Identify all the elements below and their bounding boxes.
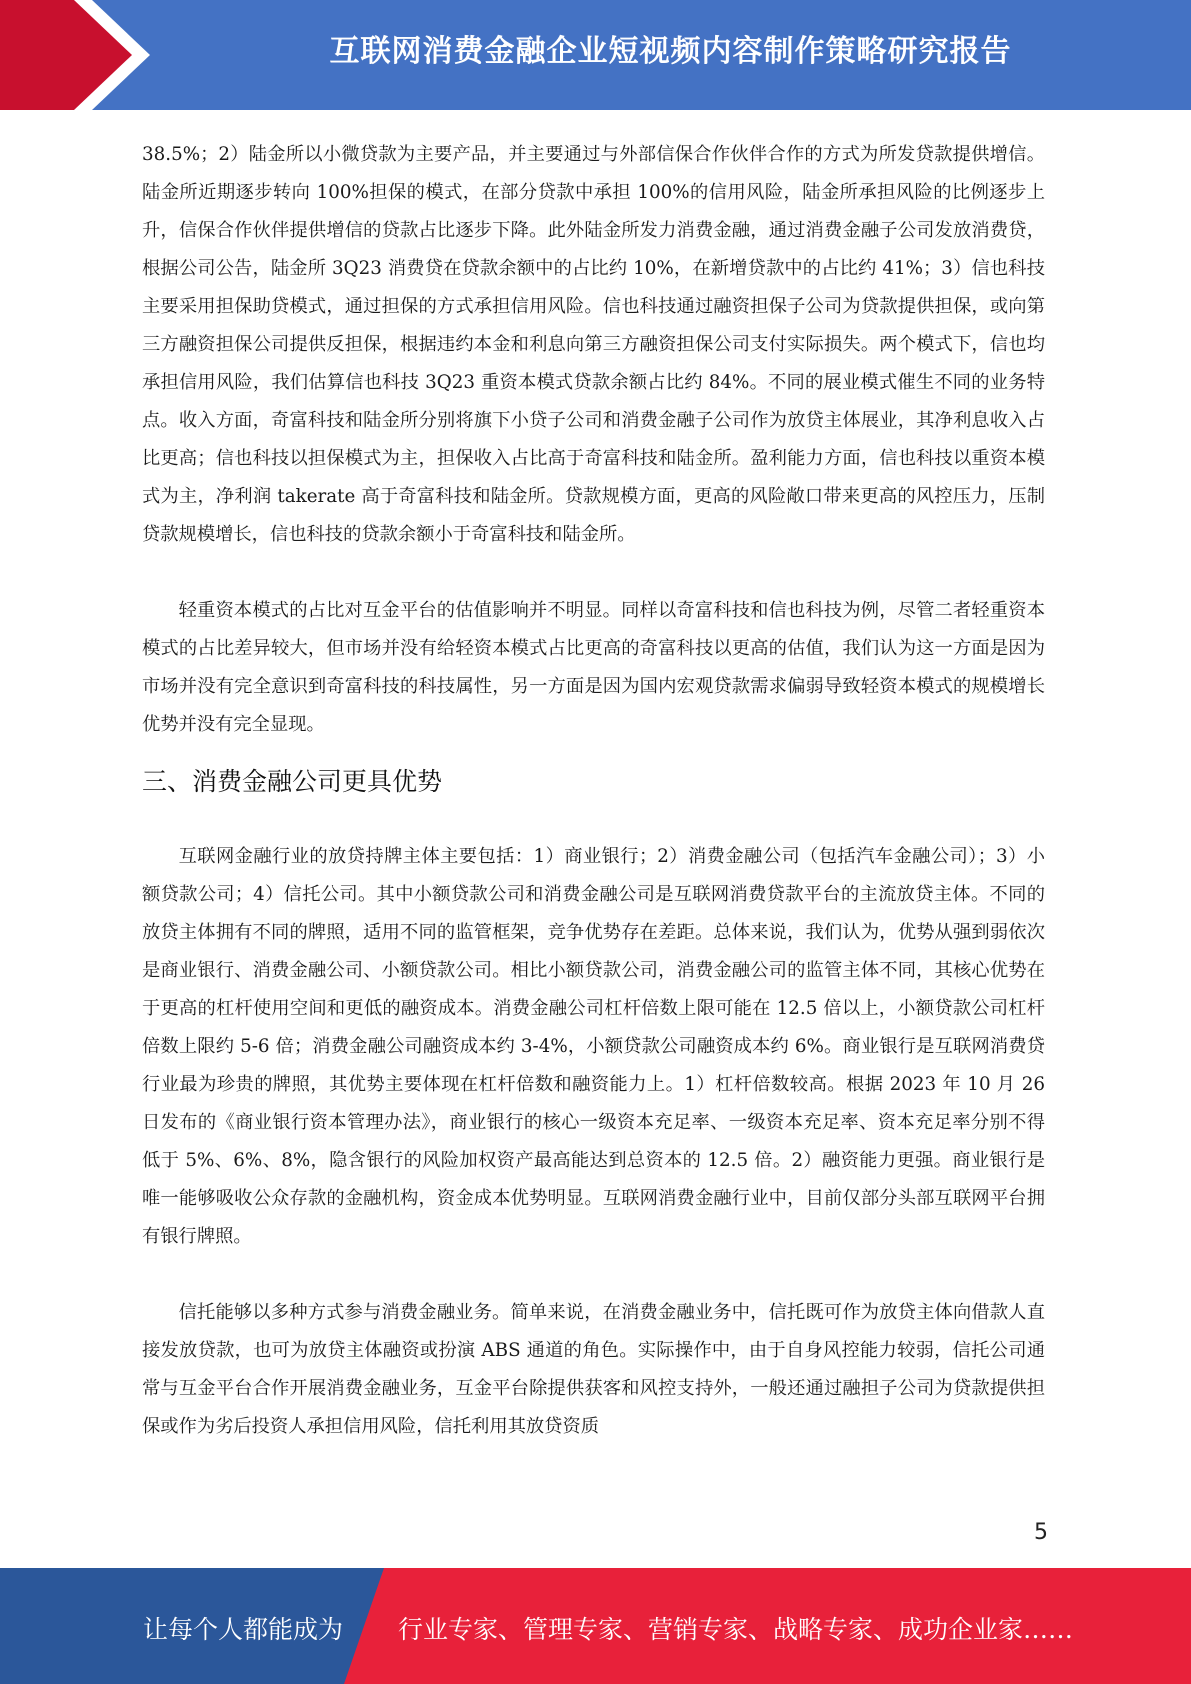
footer-slogan-right: 行业专家、管理专家、营销专家、战略专家、成功企业家……	[398, 1615, 1074, 1644]
page-header	[0, 0, 1191, 110]
body-paragraph: 38.5%；2）陆金所以小微贷款为主要产品，并主要通过与外部信保合作伙伴合作的方式为所发贷款提供增信。陆金所近期逐步转向 100%担保的模式，在部分贷款中承担 100%的信用风险，陆金所承担风险的比例逐步上升，信保合作伙伴提供增信的贷款占比逐步下降。此外陆金所发力消费金融，通过消费金融子公司发放消费贷，根据公司公告，陆金所 3Q23 消费贷在贷款余额中的占比约 10%，在新增贷款中的占比约 41%；3）信也科技主要采用担保助贷模式，通过担保的方式承担信用风险。信也科技通过融资担保子公司为贷款提供担保，或向第三方融资担保公司提供反担保，根据违约本金和利息向第三方融资担保公司支付实际损失。两个模式下，信也均承担信用风险，我们估算信也科技 3Q23 重资本模式贷款余额占比约 84%。不同的展业模式催生不同的业务特点。收入方面，奇富科技和陆金所分别将旗下小贷子公司和消费金融子公司作为放贷主体展业，其净利息收入占比更高；信也科技以担保模式为主，担保收入占比高于奇富科技和陆金所。盈利能力方面，信也科技以重资本模式为主，净利润 takerate 高于奇富科技和陆金所。贷款规模方面，更高的风险敞口带来更高的风控压力，压制贷款规模增长，信也科技的贷款余额小于奇富科技和陆金所。	[142, 144, 1045, 545]
section-heading: 三、消费金融公司更具优势	[142, 767, 443, 796]
report-title: 互联网消费金融企业短视频内容制作策略研究报告	[329, 34, 1012, 69]
main-content	[142, 136, 1045, 1446]
body-paragraph: 互联网金融行业的放贷持牌主体主要包括：1）商业银行；2）消费金融公司（包括汽车金融公司）；3）小额贷款公司；4）信托公司。其中小额贷款公司和消费金融公司是互联网消费贷款平台的主流放贷主体。不同的放贷主体拥有不同的牌照，适用不同的监管框架，竞争优势存在差距。总体来说，我们认为，优势从强到弱依次是商业银行、消费金融公司、小额贷款公司。相比小额贷款公司，消费金融公司的监管主体不同，其核心优势在于更高的杠杆使用空间和更低的融资成本。消费金融公司杠杆倍数上限可能在 12.5 倍以上，小额贷款公司杠杆倍数上限约 5-6 倍；消费金融公司融资成本约 3-4%，小额贷款公司融资成本约 6%。商业银行是互联网消费贷行业最为珍贵的牌照，其优势主要体现在杠杆倍数和融资能力上。1）杠杆倍数较高。根据 2023 年 10 月 26 日发布的《商业银行资本管理办法》，商业银行的核心一级资本充足率、一级资本充足率、资本充足率分别不得低于 5%、6%、8%，隐含银行的风险加权资产最高能达到总资本的 12.5 倍。2）融资能力更强。商业银行是唯一能够吸收公众存款的金融机构，资金成本优势明显。互联网消费金融行业中，目前仅部分头部互联网平台拥有银行牌照。	[142, 846, 1045, 1247]
footer-slogan-left: 让每个人都能成为	[143, 1615, 344, 1644]
body-paragraph: 信托能够以多种方式参与消费金融业务。简单来说，在消费金融业务中，信托既可作为放贷主体向借款人直接发放贷款，也可为放贷主体融资或扮演 ABS 通道的角色。实际操作中，由于自身风控能力较弱，信托公司通常与互金平台合作开展消费金融业务，互金平台除提供获客和风控支持外，一般还通过融担子公司为贷款提供担保或作为劣后投资人承担信用风险，信托利用其放贷资质	[142, 1302, 1045, 1437]
page-number: 5	[1034, 1520, 1048, 1545]
page-footer	[0, 1568, 1191, 1684]
body-paragraph: 轻重资本模式的占比对互金平台的估值影响并不明显。同样以奇富科技和信也科技为例，尽管二者轻重资本模式的占比差异较大，但市场并没有给轻资本模式占比更高的奇富科技以更高的估值，我们认为这一方面是因为市场并没有完全意识到奇富科技的科技属性，另一方面是因为国内宏观贷款需求偏弱导致轻资本模式的规模增长优势并没有完全显现。	[142, 600, 1045, 735]
